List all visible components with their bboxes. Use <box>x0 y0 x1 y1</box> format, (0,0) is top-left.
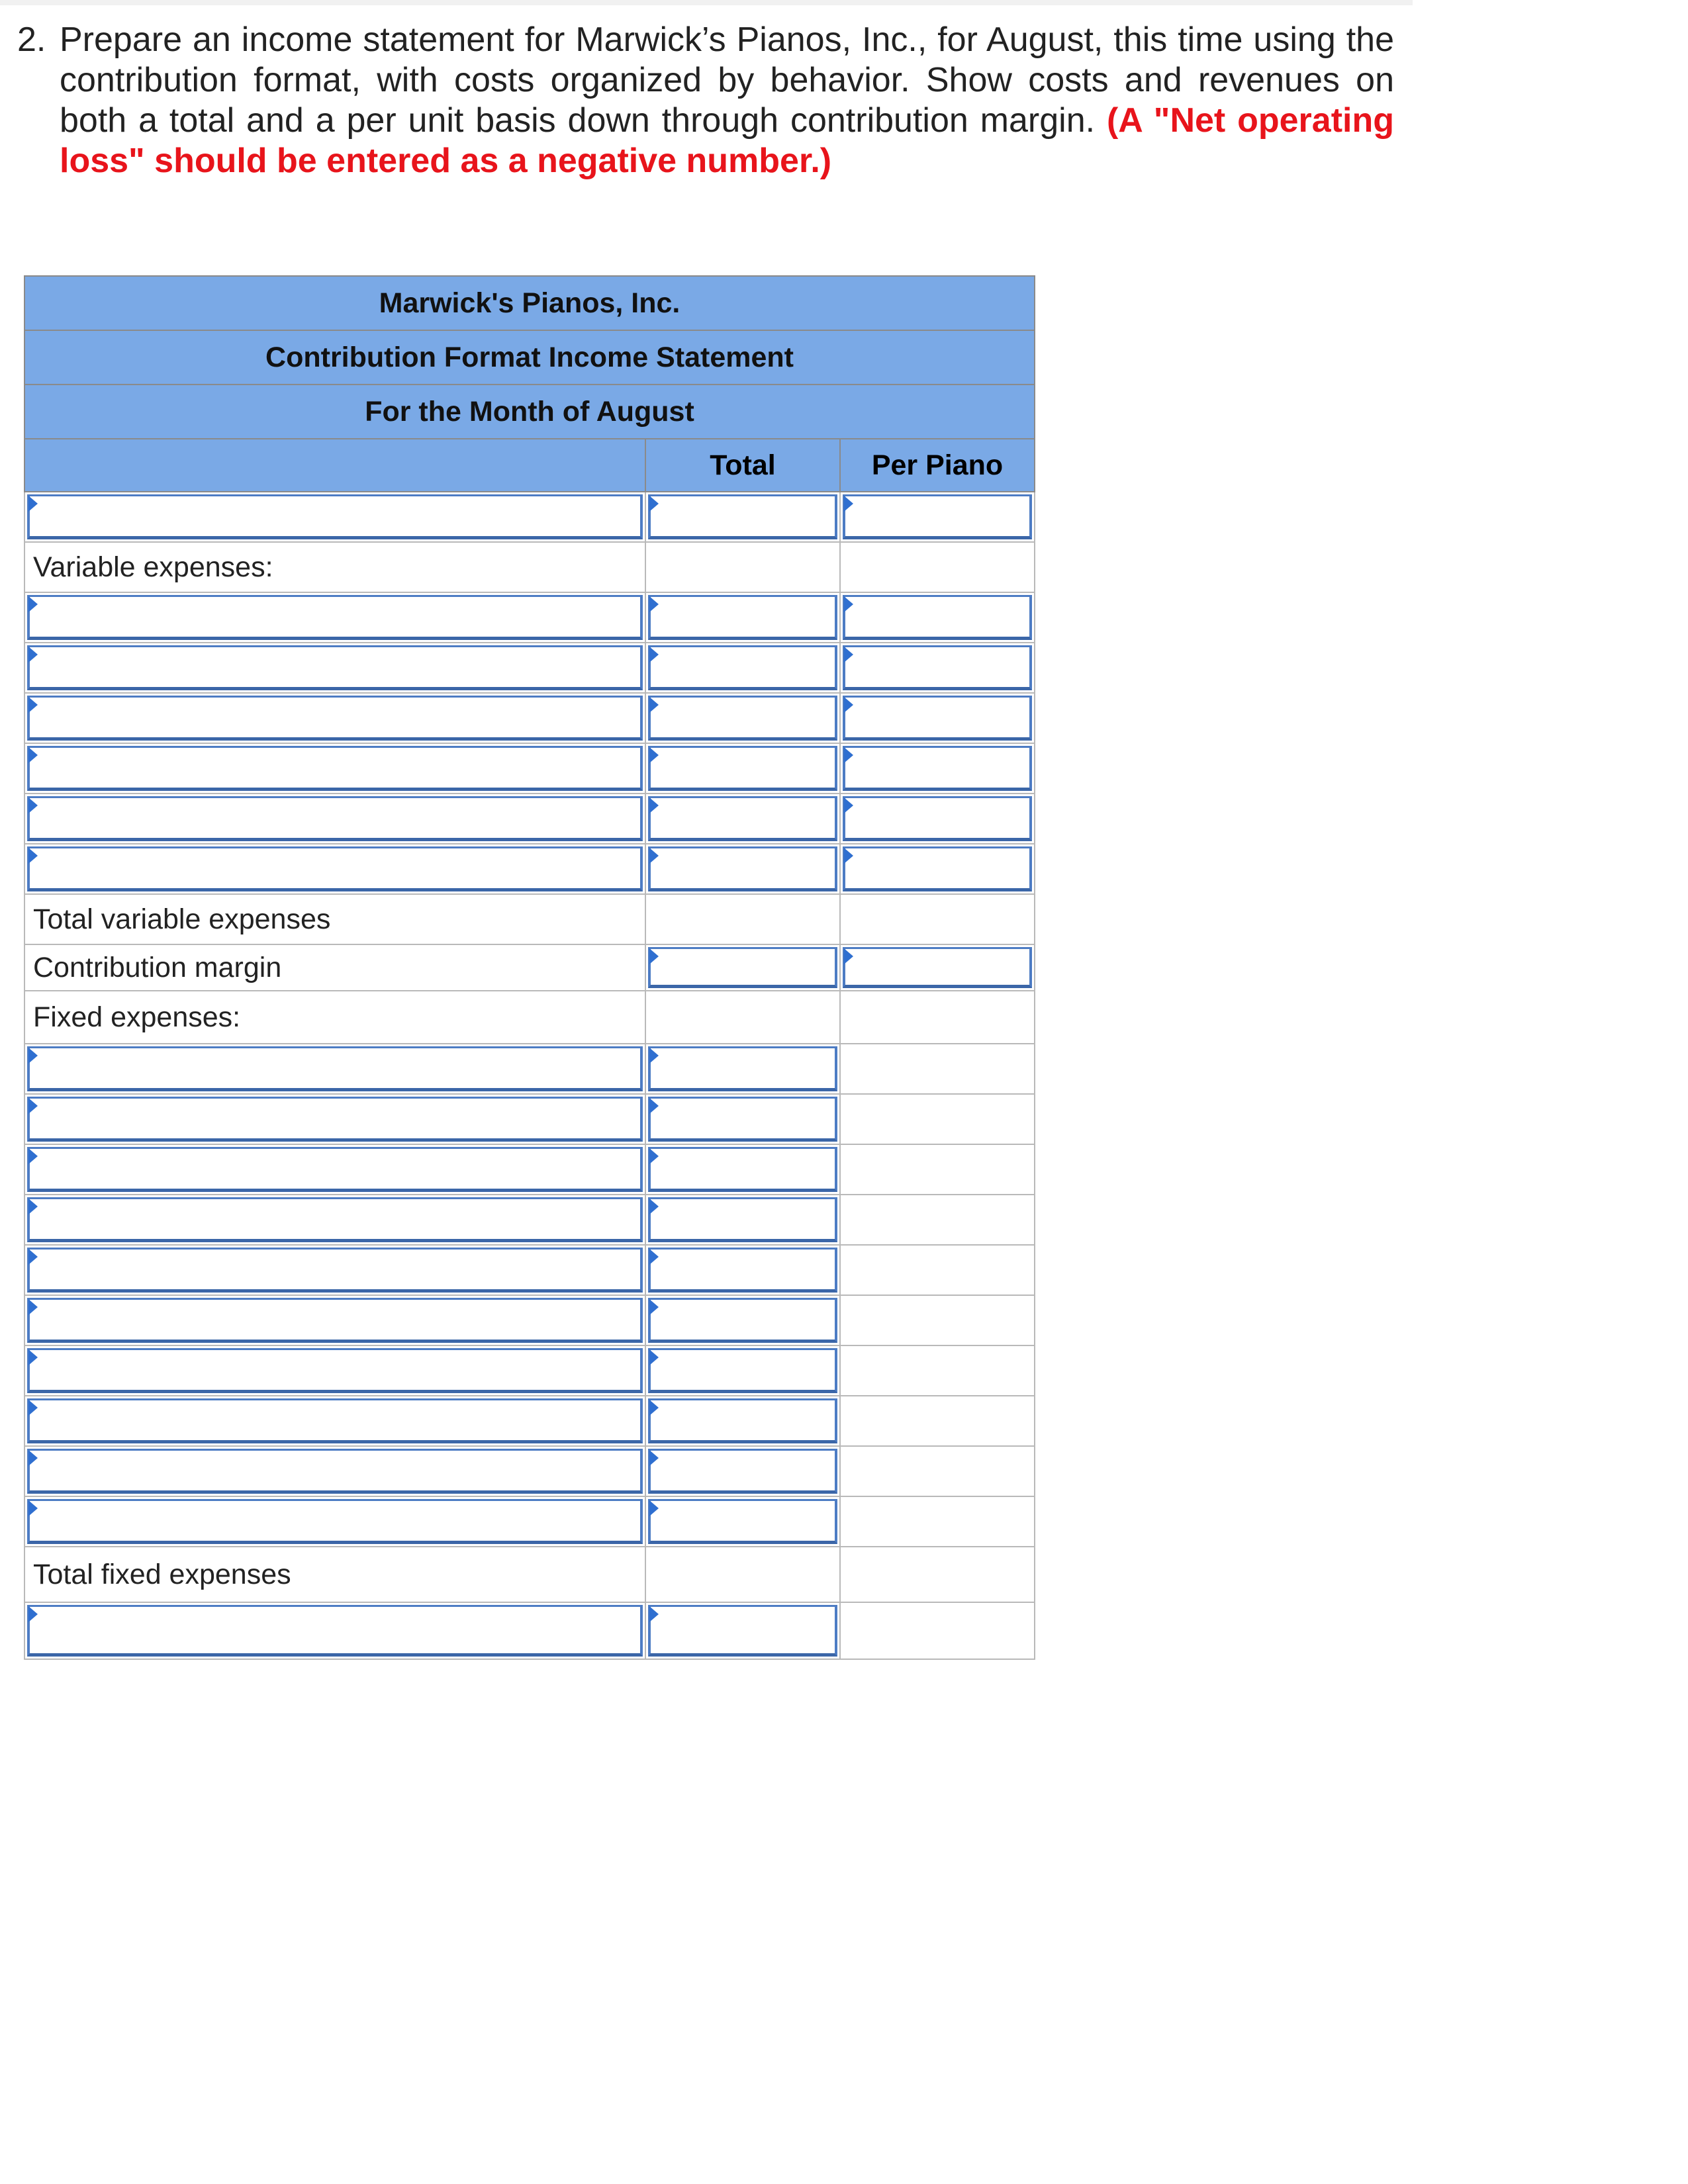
total-variable-expenses-per-unit <box>840 894 1035 944</box>
variable-expense-label-select[interactable] <box>27 796 643 841</box>
fixed-expense-label-select[interactable] <box>27 1499 643 1544</box>
contribution-margin-label: Contribution margin <box>24 944 645 991</box>
question-number: 2. <box>17 21 46 59</box>
fixed-expense-row <box>24 1044 1035 1094</box>
fixed-expenses-total-blank <box>645 991 840 1044</box>
fixed-expenses-label: Fixed expenses: <box>24 991 645 1044</box>
fixed-expense-row <box>24 1396 1035 1446</box>
income-statement-table <box>24 275 1035 1660</box>
variable-expense-per-unit-input[interactable] <box>843 645 1032 690</box>
total-variable-expenses-label: Total variable expenses <box>24 894 645 944</box>
variable-expense-per-unit-input[interactable] <box>843 846 1032 891</box>
total-variable-expenses-total <box>645 894 840 944</box>
fixed-expense-row <box>24 1446 1035 1496</box>
fixed-expense-total-input[interactable] <box>648 1147 837 1192</box>
variable-expense-total-input[interactable] <box>648 696 837 741</box>
variable-expense-row <box>24 693 1035 743</box>
fixed-expense-total-input[interactable] <box>648 1348 837 1393</box>
fixed-expense-total-input[interactable] <box>648 1046 837 1091</box>
fixed-expense-row <box>24 1245 1035 1295</box>
total-fixed-expenses-per-unit <box>840 1547 1035 1602</box>
contribution-margin-per-unit-input[interactable] <box>843 947 1032 988</box>
variable-expense-total-input[interactable] <box>648 645 837 690</box>
fixed-expense-row <box>24 1345 1035 1396</box>
variable-expense-row <box>24 643 1035 693</box>
fixed-expense-label-select[interactable] <box>27 1147 643 1192</box>
fixed-expense-total-input[interactable] <box>648 1449 837 1494</box>
statement-title: Contribution Format Income Statement <box>24 330 1035 385</box>
question-text: Prepare an income statement for Marwick’s Pianos, Inc., for August, this time using the contribution format, with costs organized by behavior. Show costs and revenues on both a total and a per unit basis down through contribution margin. <box>60 21 1394 140</box>
statement-company: Marwick's Pianos, Inc. <box>24 276 1035 330</box>
column-header-label <box>24 439 645 492</box>
variable-expense-total-input[interactable] <box>648 846 837 891</box>
net-operating-income-label-select[interactable] <box>27 1605 643 1657</box>
question-prompt <box>17 20 1394 181</box>
variable-expenses-label: Variable expenses: <box>24 542 645 592</box>
fixed-expenses-unit-blank <box>840 991 1035 1044</box>
variable-expense-total-input[interactable] <box>648 746 837 791</box>
fixed-expense-row <box>24 1094 1035 1144</box>
fixed-expense-label-select[interactable] <box>27 1197 643 1242</box>
sales-label-select[interactable] <box>27 494 643 539</box>
contribution-margin-total-input[interactable] <box>648 947 837 988</box>
variable-expense-label-select[interactable] <box>27 746 643 791</box>
variable-expense-label-select[interactable] <box>27 645 643 690</box>
variable-expense-label-select[interactable] <box>27 846 643 891</box>
fixed-expense-total-input[interactable] <box>648 1248 837 1293</box>
net-operating-income-total-input[interactable] <box>648 1605 837 1657</box>
fixed-expense-total-input[interactable] <box>648 1398 837 1443</box>
column-header-total: Total <box>645 439 840 492</box>
sales-per-unit-cell <box>840 492 1035 542</box>
variable-expense-per-unit-input[interactable] <box>843 796 1032 841</box>
fixed-expense-row <box>24 1295 1035 1345</box>
column-header-per-unit: Per Piano <box>840 439 1035 492</box>
fixed-expense-label-select[interactable] <box>27 1398 643 1443</box>
fixed-expense-total-input[interactable] <box>648 1499 837 1544</box>
variable-expense-row <box>24 592 1035 643</box>
fixed-expense-label-select[interactable] <box>27 1248 643 1293</box>
variable-expenses-total-blank <box>645 542 840 592</box>
fixed-expense-label-select[interactable] <box>27 1348 643 1393</box>
sales-per-unit-input[interactable] <box>843 494 1032 539</box>
fixed-expense-row <box>24 1144 1035 1195</box>
variable-expense-row <box>24 844 1035 894</box>
fixed-expense-row <box>24 1496 1035 1547</box>
variable-expense-per-unit-input[interactable] <box>843 746 1032 791</box>
sales-total-cell <box>645 492 840 542</box>
fixed-expense-label-select[interactable] <box>27 1298 643 1343</box>
variable-expense-per-unit-input[interactable] <box>843 696 1032 741</box>
variable-expense-per-unit-input[interactable] <box>843 595 1032 640</box>
variable-expenses-unit-blank <box>840 542 1035 592</box>
variable-expense-label-select[interactable] <box>27 696 643 741</box>
fixed-expense-label-select[interactable] <box>27 1449 643 1494</box>
variable-expense-label-select[interactable] <box>27 595 643 640</box>
fixed-expense-label-select[interactable] <box>27 1046 643 1091</box>
statement-period: For the Month of August <box>24 385 1035 439</box>
total-fixed-expenses-label: Total fixed expenses <box>24 1547 645 1602</box>
fixed-expense-label-select[interactable] <box>27 1097 643 1142</box>
fixed-expense-total-input[interactable] <box>648 1197 837 1242</box>
question-note: (A "Net operating loss" should be entered as a negative number.) <box>60 101 1395 180</box>
total-fixed-expenses-total <box>645 1547 840 1602</box>
sales-total-input[interactable] <box>648 494 837 539</box>
variable-expense-row <box>24 743 1035 794</box>
question-body <box>60 20 1394 181</box>
variable-expense-total-input[interactable] <box>648 796 837 841</box>
fixed-expense-total-input[interactable] <box>648 1097 837 1142</box>
variable-expense-total-input[interactable] <box>648 595 837 640</box>
top-divider <box>0 0 1413 5</box>
fixed-expense-row <box>24 1195 1035 1245</box>
variable-expense-row <box>24 794 1035 844</box>
fixed-expense-total-input[interactable] <box>648 1298 837 1343</box>
sales-label-select-cell <box>24 492 645 542</box>
